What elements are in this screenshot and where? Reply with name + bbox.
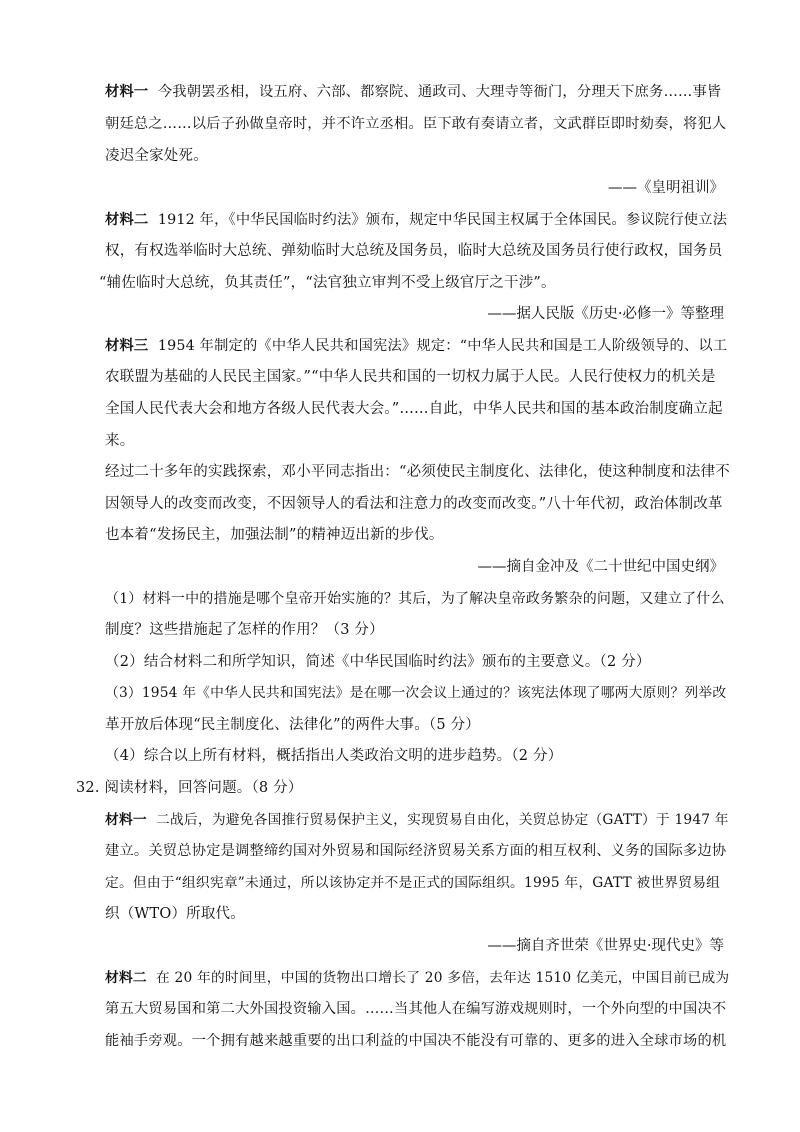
q31-question-4: （4）综合以上所有材料，概括指出人类政治文明的进步趋势。（2 分） [105,748,563,764]
q32-material-2-line-3: 能袖手旁观。一个拥有越来越重要的出口利益的中国决不能没有可靠的、更多的进入全球市场的机 [105,1033,727,1049]
q31-material-1-line-2: 朝廷总之……以后子孙做皇帝时，并不许立丞相。臣下敢有奏请立者，文武群臣即时劾奏，将犯人 [105,116,727,132]
q31-question-2: （2）结合材料二和所学知识，简述《中华民国临时约法》颁布的主要意义。（2 分） [105,654,651,670]
q31-question-3-line-1: （3）1954 年《中华人民共和国宪法》是在哪一次会议上通过的？该宪法体现了哪两大原则？列举改 [105,685,727,701]
q32-material-1-line-2: 建立。关贸总协定是调整缔约国对外贸易和国际经济贸易关系方面的相互权利、义务的国际多边协 [105,843,727,859]
q32-material-1-line-1: 材料一 二战后，为避免各国推行贸易保护主义，实现贸易自由化，关贸总协定（GATT）于 1947 年 [105,812,729,828]
material-label: 材料三 [105,338,149,354]
q32-material-1-line-3: 定。但由于“组织宪章”未通过，所以该协定并不是正式的国际组织。1995 年，GATT 被世界贸易组 [105,875,721,891]
q32-material-2-line-1: 材料二 在 20 年的时间里，中国的货物出口增长了 20 多倍，去年达 1510 亿美元，中国目前已成为 [105,970,730,986]
q32-material-1-source: ——摘自齐世荣《世界史·现代史》等 [487,938,724,954]
q31-material-2-line-3: “辅佐临时大总统，负其责任”，“法官独立审判不受上级官厅之干涉”。 [99,275,556,291]
q31-question-1-line-2: 制度？这些措施起了怎样的作用？（3 分） [105,622,384,638]
q32-material-2-line-2: 第五大贸易国和第二大外国投资输入国。……当其他人在编写游戏规则时，一个外向型的中国决不 [105,1001,727,1017]
q32-heading: 32. 阅读材料，回答问题。（8 分） [76,780,303,796]
q31-material-2-source: ——据人民版《历史·必修一》等整理 [487,306,724,322]
material-label: 材料二 [105,970,147,986]
q31-material-3-line-6: 因领导人的改变而改变，不因领导人的看法和注意力的改变而改变。”八十年代初，政治体制改革 [105,496,723,512]
q31-material-2-line-1: 材料二 1912 年，《中华民国临时约法》颁布，规定中华民国主权属于全体国民。参议院行使立法 [105,212,728,228]
q31-material-3-line-2: 农联盟为基础的人民民主国家。”“中华人民共和国的一切权力属于人民。人民行使权力的机关是 [105,369,716,385]
material-label: 材料二 [105,212,149,228]
q31-material-1-source: ——《皇明祖训》 [608,180,724,196]
q31-material-3-line-3: 全国人民代表大会和地方各级人民代表大会。”……自此，中华人民共和国的基本政治制度确立起 [105,401,723,417]
q32-material-1-line-4: 织（WTO）所取代。 [105,906,245,922]
q31-material-1-line-1: 材料一 今我朝罢丞相，设五府、六部、都察院、通政司、大理寺等衙门，分理天下庶务……事皆 [105,84,722,100]
q31-material-2-line-2: 权，有权选举临时大总统、弹劾临时大总统及国务员，临时大总统及国务员行使行政权，国务员 [105,243,723,259]
q31-question-3-line-2: 革开放后体现“民主制度化、法律化”的两件大事。（5 分） [105,717,481,733]
q31-material-3-line-4: 来。 [105,433,135,449]
q31-material-3-source: ——摘自金冲及《二十世纪中国史纲》 [477,559,724,575]
q31-material-3-line-5: 经过二十多年的实践探索，邓小平同志指出：“必须使民主制度化、法律化，使这种制度和法律不 [105,464,731,480]
q31-material-3-line-7: 也本着“发扬民主，加强法制”的精神迈出新的步伐。 [105,527,444,543]
q31-material-3-line-1: 材料三 1954 年制定的《中华人民共和国宪法》规定：“中华人民共和国是工人阶级领导的、以工 [105,338,728,354]
q31-question-1-line-1: （1）材料一中的措施是哪个皇帝开始实施的？其后，为了解决皇帝政务繁杂的问题，又建立了什么 [105,591,725,607]
q31-material-1-line-3: 凌迟全家处死。 [105,148,208,164]
material-label: 材料一 [105,84,149,100]
material-label: 材料一 [105,812,147,828]
